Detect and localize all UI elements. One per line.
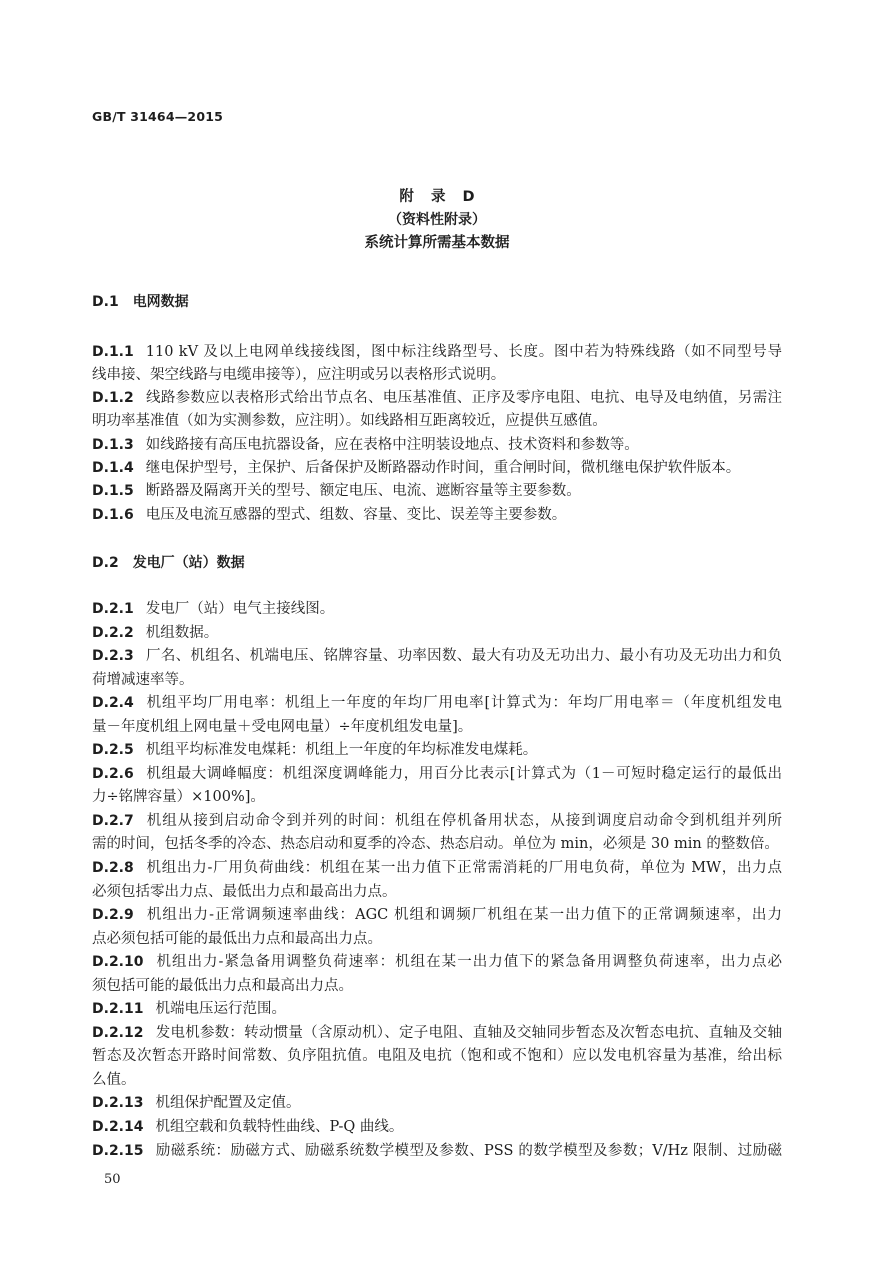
clause-text: 线路参数应以表格形式给出节点名、电压基准值、正序及零序电阻、电抗、电导及电纳值，另需注 (145, 390, 782, 407)
clause-text: 必须包括零出力点、最低出力点和最高出力点。 (92, 883, 397, 900)
section-heading-d2 (92, 552, 245, 575)
clause-text: 如线路接有高压电抗器设备，应在表格中注明装设地点、技术资料和参数等。 (145, 436, 639, 453)
clause-number: D.1.3 (92, 436, 134, 453)
clause-text: 机组最大调峰幅度：机组深度调峰能力，用百分比表示[计算式为（1－可短时稳定运行的最低出 (145, 765, 782, 782)
clause-text: 励磁系统：励磁方式、励磁系统数学模型及参数、PSS 的数学模型及参数；V/Hz 限制、过励磁 (155, 1142, 782, 1159)
clause-d-2-6 (92, 763, 782, 810)
clause-number: D.2.7 (92, 812, 134, 829)
clause-number: D.2.13 (92, 1095, 144, 1112)
clause-line (92, 857, 782, 881)
clause-line (92, 1092, 782, 1116)
clause-text: 机组出力-厂用负荷曲线：机组在某一出力值下正常需消耗的厂用电负荷，单位为 MW，出力点 (145, 860, 782, 877)
clause-d-2-13 (92, 1092, 782, 1116)
clause-line (92, 1022, 782, 1046)
clause-text: 机端电压运行范围。 (155, 1001, 286, 1018)
clause-number: D.2.6 (92, 765, 134, 782)
clause-line (92, 480, 782, 503)
standard-code-header: GB/T 31464—2015 (92, 109, 224, 124)
clause-line (92, 1116, 782, 1140)
clause-number: D.2.3 (92, 648, 134, 665)
clause-d-2-4 (92, 692, 782, 739)
clause-d-2-5 (92, 739, 782, 763)
clause-line (92, 598, 782, 622)
clause-number: D.2.2 (92, 624, 134, 641)
clause-d-2-11 (92, 998, 782, 1022)
clause-d-2-12 (92, 1022, 782, 1093)
clause-d-2-14 (92, 1116, 782, 1140)
clause-text: 电压及电流互感器的型式、组数、容量、变比、误差等主要参数。 (145, 506, 567, 523)
section-heading-d1 (92, 291, 189, 314)
clause-text: 荷增减速率等。 (92, 671, 194, 688)
clause-text: 需的时间，包括冬季的冷态、热态启动和夏季的冷态、热态启动。单位为 min，必须是 30 min 的整数倍。 (92, 836, 779, 853)
clause-number: D.1.6 (92, 506, 134, 523)
clause-line (92, 434, 782, 457)
clause-d-1-6 (92, 504, 782, 527)
clause-line (92, 763, 782, 787)
clause-d-1-1 (92, 341, 782, 388)
clause-d-1-5 (92, 480, 782, 503)
clause-number: D.2.4 (92, 695, 134, 712)
clause-d-2-2 (92, 622, 782, 646)
clause-d-1-4 (92, 457, 782, 480)
clause-text: 线串接、架空线路与电缆串接等），应注明或另以表格形式说明。 (92, 366, 506, 383)
clause-number: D.2.9 (92, 907, 134, 924)
clause-d-2-8 (92, 857, 782, 904)
clause-d-2-15 (92, 1140, 782, 1164)
appendix-title: 附 录 D (399, 189, 475, 205)
clause-line (92, 387, 782, 410)
clause-text: 机组数据。 (145, 624, 219, 641)
clause-number: D.2.10 (92, 954, 144, 971)
clause-text: 机组从接到启动命令到并列的时间：机组在停机备用状态，从接到调度启动命令到机组并列所 (145, 812, 782, 829)
clause-line (92, 739, 782, 763)
clause-d-2-7 (92, 810, 782, 857)
section-title: 电网数据 (132, 294, 189, 310)
appendix-subtitle: 系统计算所需基本数据 (364, 235, 510, 251)
clause-line (92, 904, 782, 928)
clause-text: 机组保护配置及定值。 (155, 1095, 301, 1112)
section-body-d1 (92, 341, 782, 527)
clause-number: D.2.14 (92, 1119, 144, 1136)
clause-text: 暂态及次暂态开路时间常数、负序阻抗值。电阻及电抗（饱和或不饱和）应以发电机容量为基准，给出标 (92, 1048, 782, 1065)
appendix-title-block (92, 186, 782, 255)
clause-line (92, 1140, 782, 1164)
clause-number: D.1.2 (92, 390, 134, 407)
page-number: 50 (104, 1172, 121, 1187)
clause-d-2-9 (92, 904, 782, 951)
clause-text: 须包括可能的最低出力点和最高出力点。 (92, 977, 353, 994)
clause-number: D.2.1 (92, 601, 134, 617)
clause-text: 断路器及隔离开关的型号、额定电压、电流、遮断容量等主要参数。 (145, 483, 581, 500)
clause-line (92, 951, 782, 975)
clause-text: 机组出力-紧急备用调整负荷速率：机组在某一出力值下的紧急备用调整负荷速率，出力点必 (155, 954, 782, 971)
clause-number: D.1.5 (92, 483, 134, 500)
clause-line (92, 622, 782, 646)
clause-d-1-3 (92, 434, 782, 457)
appendix-type: （资料性附录） (388, 212, 486, 228)
clause-text: 力÷铭牌容量）×100%]。 (92, 789, 265, 806)
clause-line (92, 341, 782, 364)
clause-d-2-1 (92, 598, 782, 622)
clause-line (92, 692, 782, 716)
clause-number: D.2.12 (92, 1024, 144, 1041)
clause-line (92, 457, 782, 480)
clause-text: 发电厂（站）电气主接线图。 (145, 601, 335, 617)
clause-d-2-3 (92, 645, 782, 692)
clause-text: 机组平均标准发电煤耗：机组上一年度的年均标准发电煤耗。 (145, 742, 538, 759)
clause-line (92, 645, 782, 669)
clause-text: 发电机参数：转动惯量（含原动机）、定子电阻、直轴及交轴同步暂态及次暂态电抗、直轴及交轴 (155, 1024, 782, 1041)
clause-d-1-2 (92, 387, 782, 434)
clause-text: 厂名、机组名、机端电压、铭牌容量、功率因数、最大有功及无功出力、最小有功及无功出力和负 (145, 648, 782, 665)
section-body-d2 (92, 598, 782, 1163)
clause-text: 量－年度机组上网电量＋受电网电量）÷年度机组发电量]。 (92, 718, 473, 735)
clause-d-2-10 (92, 951, 782, 998)
clause-text: 110 kV 及以上电网单线接线图，图中标注线路型号、长度。图中若为特殊线路（如不同型号导 (145, 343, 782, 360)
clause-number: D.2.11 (92, 1001, 144, 1018)
section-number: D.1 (92, 294, 119, 310)
clause-number: D.1.4 (92, 459, 134, 476)
clause-text: 继电保护型号，主保护、后备保护及断路器动作时间，重合闸时间，微机继电保护软件版本。 (145, 459, 741, 476)
clause-number: D.1.1 (92, 343, 134, 360)
clause-text: 点必须包括可能的最低出力点和最高出力点。 (92, 930, 382, 947)
clause-line (92, 998, 782, 1022)
clause-number: D.2.5 (92, 742, 134, 759)
clause-number: D.2.8 (92, 860, 134, 877)
section-title: 发电厂（站）数据 (132, 555, 245, 571)
clause-text: 机组出力-正常调频速率曲线：AGC 机组和调频厂机组在某一出力值下的正常调频速率，出力 (145, 907, 782, 924)
clause-text: 明功率基准值（如为实测参数，应注明）。如线路相互距离较近，应提供互感值。 (92, 413, 607, 430)
clause-line (92, 810, 782, 834)
clause-number: D.2.15 (92, 1142, 144, 1159)
clause-text: 么值。 (92, 1071, 136, 1088)
clause-line (92, 504, 782, 527)
section-number: D.2 (92, 555, 119, 571)
clause-text: 机组空载和负载特性曲线、P-Q 曲线。 (155, 1119, 404, 1136)
clause-text: 机组平均厂用电率：机组上一年度的年均厂用电率[计算式为：年均厂用电率＝（年度机组发电 (145, 695, 782, 712)
